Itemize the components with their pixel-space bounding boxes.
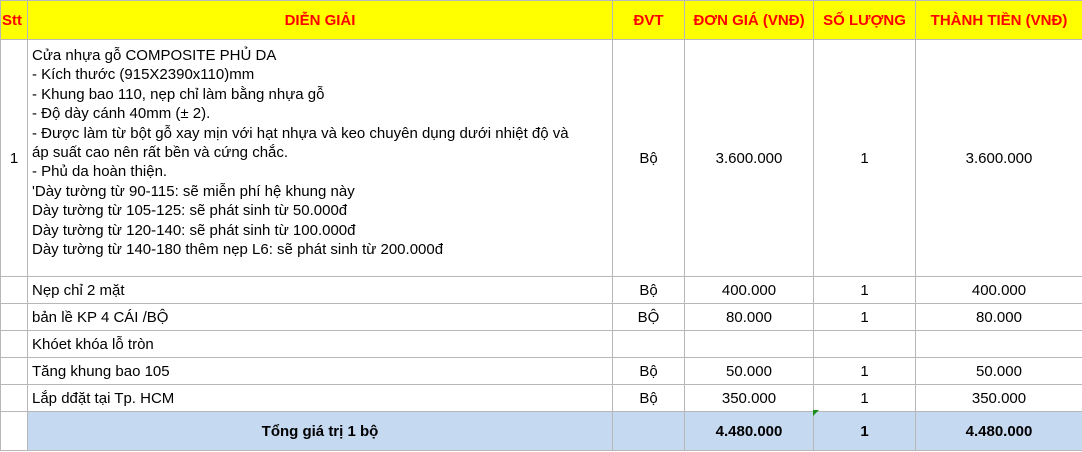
summary-label: Tổng giá trị 1 bộ <box>28 412 613 451</box>
header-description: DIỄN GIẢI <box>28 1 613 40</box>
header-row <box>1 1 1082 40</box>
row-quantity: 1 <box>814 277 916 304</box>
row-total: 50.000 <box>916 358 1082 385</box>
row-total <box>916 331 1082 358</box>
table-row <box>1 277 1082 304</box>
table-row <box>1 385 1082 412</box>
desc-line: - Được làm từ bột gỗ xay mịn với hạt nhựa và keo chuyên dụng dưới nhiệt độ và <box>32 124 569 142</box>
row-unit-price: 50.000 <box>685 358 814 385</box>
header-stt: Stt <box>1 1 28 40</box>
row-quantity: 1 <box>814 40 916 277</box>
row-description: Khóet khóa lỗ tròn <box>28 331 613 358</box>
row-unit-price: 80.000 <box>685 304 814 331</box>
row-quantity <box>814 331 916 358</box>
desc-line: - Phủ da hoàn thiện. <box>32 163 168 181</box>
table-row <box>1 304 1082 331</box>
row-unit: Bộ <box>613 40 685 277</box>
main-item-description <box>28 40 613 277</box>
desc-line: - Kích thước (915X2390x110)mm <box>32 66 255 84</box>
row-total: 80.000 <box>916 304 1082 331</box>
summary-quantity: 1 <box>814 412 916 451</box>
row-unit: Bộ <box>613 385 685 412</box>
row-unit: Bộ <box>613 358 685 385</box>
row-stt: 1 <box>1 40 28 277</box>
row-stt <box>1 304 28 331</box>
row-unit: BỘ <box>613 304 685 331</box>
row-unit-price: 400.000 <box>685 277 814 304</box>
row-unit-price: 3.600.000 <box>685 40 814 277</box>
desc-line: - Độ dày cánh 40mm (± 2). <box>32 105 211 123</box>
header-unit-price: ĐƠN GIÁ (VNĐ) <box>685 1 814 40</box>
header-quantity: SỐ LƯỢNG <box>814 1 916 40</box>
summary-unit-price: 4.480.000 <box>685 412 814 451</box>
table-row <box>1 358 1082 385</box>
header-total: THÀNH TIỀN (VNĐ) <box>916 1 1082 40</box>
row-stt <box>1 358 28 385</box>
row-stt <box>1 385 28 412</box>
row-total: 400.000 <box>916 277 1082 304</box>
row-stt <box>1 412 28 451</box>
row-unit <box>613 331 685 358</box>
row-description: Nẹp chỉ 2 mặt <box>28 277 613 304</box>
row-quantity: 1 <box>814 385 916 412</box>
row-description: bản lề KP 4 CÁI /BỘ <box>28 304 613 331</box>
row-stt <box>1 331 28 358</box>
desc-line: Dày tường từ 120-140: sẽ phát sinh từ 100.000đ <box>32 221 356 239</box>
row-description: Tăng khung bao 105 <box>28 358 613 385</box>
desc-line: 'Dày tường từ 90-115: sẽ miễn phí hệ khung này <box>32 182 355 200</box>
row-unit: Bộ <box>613 277 685 304</box>
row-total: 350.000 <box>916 385 1082 412</box>
row-quantity: 1 <box>814 358 916 385</box>
desc-line: áp suất cao nên rất bền và cứng chắc. <box>32 144 289 162</box>
header-unit: ĐVT <box>613 1 685 40</box>
row-unit-price: 350.000 <box>685 385 814 412</box>
summary-total: 4.480.000 <box>916 412 1082 451</box>
row-total: 3.600.000 <box>916 40 1082 277</box>
summary-unit <box>613 412 685 451</box>
cell-comment-indicator-icon <box>813 410 819 416</box>
row-stt <box>1 277 28 304</box>
table-row-main-item <box>1 40 1082 277</box>
desc-line: Dày tường từ 105-125: sẽ phát sinh từ 50.000đ <box>32 202 348 220</box>
row-description: Lắp dđặt tại Tp. HCM <box>28 385 613 412</box>
desc-line: Dày tường từ 140-180 thêm nẹp L6: sẽ phát sinh từ 200.000đ <box>32 241 444 259</box>
desc-line: Cửa nhựa gỗ COMPOSITE PHỦ DA <box>32 47 277 64</box>
table-row <box>1 331 1082 358</box>
row-quantity: 1 <box>814 304 916 331</box>
summary-row <box>1 412 1082 451</box>
row-unit-price <box>685 331 814 358</box>
desc-line: - Khung bao 110, nẹp chỉ làm bằng nhựa gỗ <box>32 85 325 103</box>
